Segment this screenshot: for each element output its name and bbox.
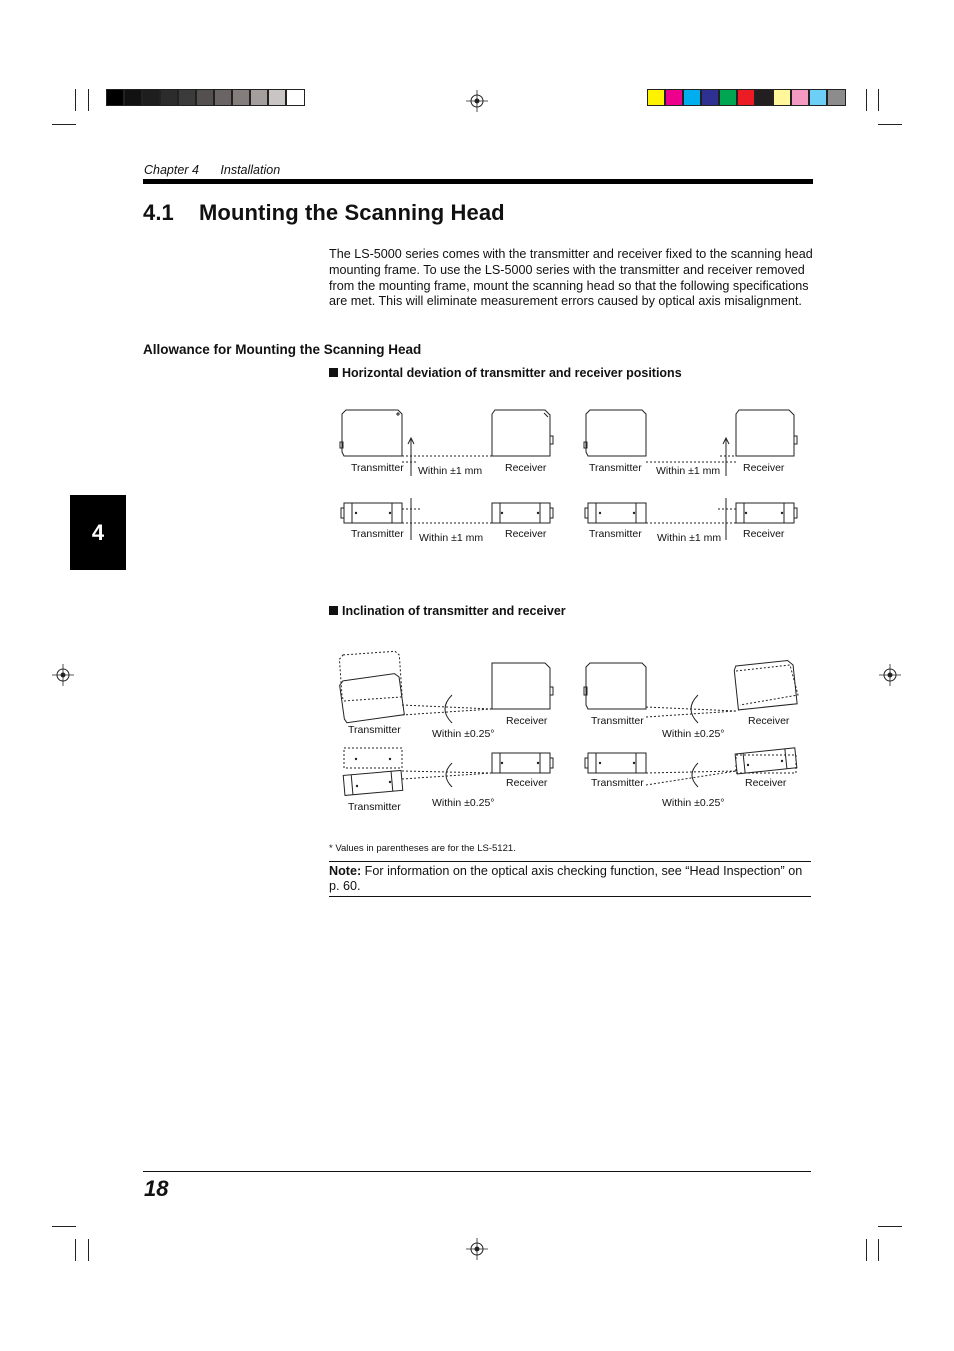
- receiver-label: Receiver: [745, 777, 787, 789]
- horizontal-heading-text: Horizontal deviation of transmitter and receiver positions: [342, 366, 682, 380]
- tolerance-label: Within ±0.25°: [662, 797, 725, 809]
- registration-mark-icon: [466, 1238, 488, 1260]
- intro-paragraph: The LS-5000 series comes with the transmitter and receiver fixed to the scanning head mounting frame. To use the LS-5000 series with the transmitter and receiver removed from the mounting frame, mount the scanning head so that the following specifications are met. This will eliminate measurement errors caused by optical axis misalignment.: [329, 247, 813, 309]
- running-header: [144, 163, 298, 177]
- section-title-text: Mounting the Scanning Head: [199, 200, 505, 225]
- transmitter-label: Transmitter: [591, 715, 644, 727]
- tolerance-label: Within ±0.25°: [432, 797, 495, 809]
- tolerance-label: Within ±1 mm: [418, 465, 483, 477]
- tolerance-label: Within ±0.25°: [662, 728, 725, 740]
- chapter-tab: 4: [70, 495, 126, 570]
- tolerance-label: Within ±1 mm: [419, 532, 484, 544]
- note-box: [329, 861, 811, 897]
- header-rule: [143, 179, 813, 184]
- transmitter-label: Transmitter: [351, 462, 404, 474]
- square-bullet-icon: [329, 368, 338, 377]
- footnote: * Values in parentheses are for the LS-5121.: [329, 843, 516, 854]
- transmitter-label: Transmitter: [589, 528, 642, 540]
- registration-mark-icon: [466, 90, 488, 112]
- registration-mark-icon: [879, 664, 901, 686]
- tolerance-label: Within ±1 mm: [657, 532, 722, 544]
- inclination-heading-text: Inclination of transmitter and receiver: [342, 604, 566, 618]
- square-bullet-icon: [329, 606, 338, 615]
- section-number: 4.1: [143, 200, 174, 225]
- receiver-label: Receiver: [505, 528, 547, 540]
- inclination-diagram: [330, 645, 810, 815]
- chapter-label: Chapter 4: [144, 163, 199, 177]
- receiver-label: Receiver: [743, 528, 785, 540]
- transmitter-label: Transmitter: [351, 528, 404, 540]
- note-text: For information on the optical axis checking function, see “Head Inspection” on p. 60.: [329, 864, 803, 893]
- section-title: [143, 200, 505, 226]
- page-number: 18: [144, 1176, 169, 1201]
- transmitter-label: Transmitter: [591, 777, 644, 789]
- inclination-heading: [329, 604, 566, 618]
- receiver-label: Receiver: [505, 462, 547, 474]
- tolerance-label: Within ±0.25°: [432, 728, 495, 740]
- registration-mark-icon: [52, 664, 74, 686]
- transmitter-label: Transmitter: [589, 462, 642, 474]
- horizontal-deviation-diagram: [330, 400, 810, 550]
- transmitter-label: Transmitter: [348, 724, 401, 736]
- transmitter-label: Transmitter: [348, 801, 401, 813]
- receiver-label: Receiver: [506, 715, 548, 727]
- tolerance-label: Within ±1 mm: [656, 465, 721, 477]
- subheading: Allowance for Mounting the Scanning Head: [143, 342, 422, 357]
- receiver-label: Receiver: [506, 777, 548, 789]
- section-label: Installation: [220, 163, 281, 177]
- horizontal-heading: [329, 366, 682, 380]
- note-label: Note:: [329, 864, 362, 878]
- footer-rule: [143, 1171, 811, 1172]
- receiver-label: Receiver: [743, 462, 785, 474]
- receiver-label: Receiver: [748, 715, 790, 727]
